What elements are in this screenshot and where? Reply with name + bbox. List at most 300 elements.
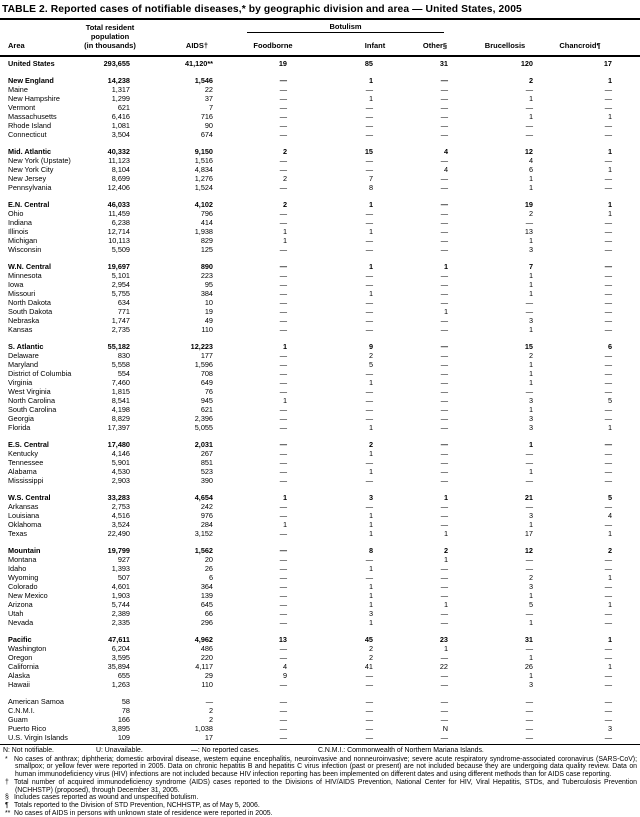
table-row [8, 671, 612, 680]
cell-botulism-foodborne: 1 [282, 342, 287, 351]
cell-botulism-other: 22 [439, 662, 448, 671]
cell-chancroid: — [604, 502, 612, 511]
cell-botulism-infant: — [365, 121, 373, 130]
cell-botulism-infant: — [365, 414, 373, 423]
cell-chancroid: — [604, 307, 612, 316]
cell-chancroid: 1 [607, 147, 612, 156]
footnote-marker: * [5, 755, 8, 763]
table-row [8, 520, 612, 529]
cell-brucellosis: — [525, 609, 533, 618]
cell-botulism-infant: 9 [368, 342, 373, 351]
cell-botulism-infant: 1 [368, 423, 373, 432]
cell-population: 6,416 [111, 112, 130, 121]
cell-aids: 1,524 [194, 183, 213, 192]
cell-population: 5,509 [111, 245, 130, 254]
cell-botulism-infant: — [365, 476, 373, 485]
cell-botulism-infant: — [365, 218, 373, 227]
cell-botulism-infant: 8 [368, 183, 373, 192]
cell-botulism-infant: — [365, 680, 373, 689]
cell-population: 2,389 [111, 609, 130, 618]
cell-botulism-foodborne: — [279, 85, 287, 94]
population-header-line3: (in thousands) [84, 41, 136, 50]
population-header-line1: Total resident [85, 23, 135, 32]
cell-aids: 1,546 [194, 76, 213, 85]
cell-botulism-other: — [440, 280, 448, 289]
cell-botulism-other: — [440, 715, 448, 724]
cell-botulism-infant: 1 [368, 449, 373, 458]
table-row [8, 289, 612, 298]
cell-chancroid: — [604, 644, 612, 653]
cell-brucellosis: — [525, 103, 533, 112]
cell-botulism-foodborne: — [279, 733, 287, 742]
cell-brucellosis: 1 [528, 467, 533, 476]
cell-area: District of Columbia [8, 369, 72, 378]
cell-botulism-other: — [440, 467, 448, 476]
cell-area: Alabama [8, 467, 37, 476]
cell-botulism-infant: — [365, 130, 373, 139]
cell-chancroid: — [604, 103, 612, 112]
cell-chancroid: — [604, 121, 612, 130]
table-row [8, 591, 612, 600]
cell-botulism-other: 4 [443, 147, 448, 156]
cell-botulism-infant: — [365, 502, 373, 511]
cell-botulism-infant: 1 [368, 600, 373, 609]
cell-area: Virginia [8, 378, 33, 387]
cell-aids: 621 [200, 405, 213, 414]
cell-brucellosis: — [525, 130, 533, 139]
cell-brucellosis: 1 [528, 325, 533, 334]
cell-botulism-foodborne: — [279, 502, 287, 511]
cell-area: Kansas [8, 325, 33, 334]
cell-population: 4,601 [111, 582, 130, 591]
cell-botulism-foodborne: 19 [278, 59, 287, 68]
cell-aids: 2,396 [194, 414, 213, 423]
cell-chancroid: — [604, 387, 612, 396]
population-header-line2: population [90, 32, 130, 41]
cell-botulism-infant: 1 [368, 591, 373, 600]
cell-brucellosis: 1 [528, 174, 533, 183]
cell-botulism-foodborne: — [279, 582, 287, 591]
cell-population: 12,406 [107, 183, 130, 192]
cell-botulism-infant: — [365, 165, 373, 174]
cell-brucellosis: 5 [528, 600, 533, 609]
table-row [8, 192, 612, 209]
cell-population: 22,490 [107, 529, 130, 538]
cell-aids: 7 [208, 103, 213, 112]
cell-aids: 829 [200, 236, 213, 245]
cell-area: Mississippi [8, 476, 44, 485]
cell-botulism-other: 1 [443, 529, 448, 538]
cell-botulism-foodborne: — [279, 414, 287, 423]
cell-area: Illinois [8, 227, 29, 236]
cell-chancroid: — [604, 591, 612, 600]
cell-botulism-other: — [440, 458, 448, 467]
cell-population: 8,104 [111, 165, 130, 174]
table-row [8, 414, 612, 423]
cell-area: Pacific [8, 635, 32, 644]
cell-population: 109 [117, 733, 130, 742]
table-row [8, 307, 612, 316]
cell-botulism-foodborne: — [279, 618, 287, 627]
cell-brucellosis: 2 [528, 351, 533, 360]
cell-chancroid: 6 [607, 342, 612, 351]
cell-area: Georgia [8, 414, 34, 423]
cell-botulism-infant: 1 [368, 618, 373, 627]
cell-chancroid: — [604, 298, 612, 307]
table-row [8, 680, 612, 689]
cell-botulism-infant: — [365, 733, 373, 742]
cell-botulism-infant: 2 [368, 644, 373, 653]
cell-population: 1,393 [111, 564, 130, 573]
cell-botulism-infant: 8 [368, 546, 373, 555]
cell-brucellosis: — [525, 298, 533, 307]
cell-botulism-infant: 15 [364, 147, 373, 156]
cell-botulism-other: — [440, 342, 448, 351]
cell-chancroid: 1 [607, 662, 612, 671]
table-row [8, 156, 612, 165]
cell-aids: 22 [204, 85, 213, 94]
cell-aids: 2 [208, 715, 213, 724]
cell-aids: 708 [200, 369, 213, 378]
table-row [8, 564, 612, 573]
table-row [8, 209, 612, 218]
table-row [8, 130, 612, 139]
col-header-other: Other§ [422, 41, 448, 50]
cell-botulism-infant: — [365, 387, 373, 396]
cell-chancroid: — [604, 564, 612, 573]
cell-botulism-other: — [440, 85, 448, 94]
cell-area: New England [8, 76, 54, 85]
cell-botulism-infant: — [365, 112, 373, 121]
cell-botulism-foodborne: — [279, 245, 287, 254]
cell-chancroid: — [604, 85, 612, 94]
cell-botulism-other: — [440, 609, 448, 618]
cell-aids: 267 [200, 449, 213, 458]
cell-botulism-foodborne: — [279, 165, 287, 174]
cell-population: 621 [117, 103, 130, 112]
cell-population: 1,263 [111, 680, 130, 689]
cell-brucellosis: 1 [528, 520, 533, 529]
footnote: * No cases of anthrax; diphtheria; domestic arboviral disease, western equine encephalitis, neuroinvasive and nonneuroinvasive; severe acute respiratory syndrome-associated coronavirus (SARS-CoV); smallpox; or yellow fever were reported in 2005. Data on chronic hepatitis B and hepatitis C virus infection (past or present) are not included because they are undergoing data quality review. Data on human immunodeficiency virus (HIV) infections are not included because HIV infection reporting has been implemented on different dates and using different methods than for AIDS case reporting. [5, 755, 637, 779]
cell-botulism-other: — [440, 653, 448, 662]
cell-botulism-infant: 45 [364, 635, 373, 644]
col-header-brucellosis: Brucellosis [484, 41, 526, 50]
cell-area: New York City [8, 165, 54, 174]
cell-botulism-other: — [440, 511, 448, 520]
cell-aids: 390 [200, 476, 213, 485]
cell-aids: 139 [200, 591, 213, 600]
cell-botulism-foodborne: — [279, 546, 287, 555]
cell-chancroid: 1 [607, 529, 612, 538]
cell-area: Missouri [8, 289, 36, 298]
cell-chancroid: — [604, 414, 612, 423]
table-row [8, 174, 612, 183]
cell-brucellosis: 1 [528, 671, 533, 680]
cell-population: 1,747 [111, 316, 130, 325]
cell-area: North Dakota [8, 298, 51, 307]
cell-area: American Samoa [8, 697, 64, 706]
cell-brucellosis: — [525, 476, 533, 485]
cell-botulism-infant: — [365, 724, 373, 733]
cell-population: 4,516 [111, 511, 130, 520]
col-header-area: Area [8, 41, 25, 50]
cell-brucellosis: 3 [528, 423, 533, 432]
cell-botulism-infant: — [365, 271, 373, 280]
cell-botulism-infant: 2 [368, 440, 373, 449]
table-row [8, 689, 612, 706]
cell-botulism-foodborne: — [279, 715, 287, 724]
cell-brucellosis: 17 [524, 529, 533, 538]
cell-brucellosis: 3 [528, 680, 533, 689]
cell-population: 293,655 [103, 59, 130, 68]
cell-botulism-other: — [440, 680, 448, 689]
cell-botulism-other: — [440, 227, 448, 236]
cell-aids: 110 [201, 325, 213, 334]
cell-botulism-foodborne: 9 [282, 671, 287, 680]
cell-chancroid: — [604, 609, 612, 618]
cell-population: 47,611 [108, 635, 130, 644]
cell-botulism-foodborne: — [279, 298, 287, 307]
cell-botulism-foodborne: — [279, 458, 287, 467]
table-row [8, 733, 612, 742]
table-row [8, 423, 612, 432]
cell-brucellosis: 26 [524, 662, 533, 671]
cell-chancroid: — [604, 706, 612, 715]
cell-botulism-infant: 41 [364, 662, 373, 671]
cell-aids: 945 [200, 396, 213, 405]
cell-population: 2,903 [111, 476, 130, 485]
cell-botulism-foodborne: — [279, 609, 287, 618]
cell-botulism-infant: — [365, 671, 373, 680]
cell-botulism-foodborne: — [279, 653, 287, 662]
cell-population: 771 [117, 307, 130, 316]
cell-botulism-foodborne: 1 [282, 227, 287, 236]
cell-population: 35,894 [107, 662, 130, 671]
cell-botulism-infant: 3 [368, 609, 373, 618]
cell-brucellosis: 2 [528, 573, 533, 582]
cell-brucellosis: 1 [528, 183, 533, 192]
cell-aids: 20 [204, 555, 213, 564]
cell-botulism-other: — [440, 520, 448, 529]
cell-population: 830 [117, 351, 130, 360]
cell-botulism-foodborne: — [279, 440, 287, 449]
cell-aids: 49 [204, 316, 213, 325]
table-row [8, 724, 612, 733]
table-row [8, 555, 612, 564]
cell-aids: 17 [204, 733, 213, 742]
cell-botulism-foodborne: — [279, 706, 287, 715]
cell-botulism-infant: 1 [368, 520, 373, 529]
cell-area: South Dakota [8, 307, 53, 316]
header-rule [0, 55, 640, 57]
cell-chancroid: 1 [607, 423, 612, 432]
cell-botulism-infant: — [365, 85, 373, 94]
cell-chancroid: — [604, 174, 612, 183]
cell-population: 166 [117, 715, 130, 724]
cell-brucellosis: 2 [528, 209, 533, 218]
cell-botulism-other: — [440, 156, 448, 165]
cell-chancroid: — [604, 325, 612, 334]
cell-brucellosis: 3 [528, 511, 533, 520]
cell-population: 3,524 [111, 520, 130, 529]
cell-aids: 296 [200, 618, 213, 627]
footnote: ¶ Totals reported to the Division of STD Prevention, NCHHSTP, as of May 5, 2006. [5, 801, 260, 809]
cell-area: C.N.M.I. [8, 706, 35, 715]
cell-population: 4,530 [111, 467, 130, 476]
cell-botulism-infant: — [365, 458, 373, 467]
cell-area: Michigan [8, 236, 38, 245]
table-row [8, 715, 612, 724]
cell-brucellosis: 1 [528, 289, 533, 298]
cell-area: Idaho [8, 564, 27, 573]
cell-area: Alaska [8, 671, 30, 680]
cell-aids: 3,152 [194, 529, 213, 538]
table-row [8, 467, 612, 476]
cell-area: Hawaii [8, 680, 30, 689]
cell-botulism-infant: 2 [368, 351, 373, 360]
cell-brucellosis: 3 [528, 396, 533, 405]
cell-population: 2,335 [111, 618, 130, 627]
cell-aids: 486 [200, 644, 213, 653]
col-header-foodborne: Foodborne [253, 41, 293, 50]
cell-brucellosis: 12 [524, 546, 533, 555]
table-row [8, 112, 612, 121]
cell-botulism-other: — [440, 112, 448, 121]
cell-population: 1,299 [111, 94, 130, 103]
cell-area: Puerto Rico [8, 724, 47, 733]
cell-chancroid: — [604, 218, 612, 227]
table-row [8, 183, 612, 192]
legend-item: U: Unavailable. [96, 747, 143, 754]
cell-chancroid: — [604, 245, 612, 254]
table-row [8, 538, 612, 555]
table-row [8, 609, 612, 618]
cell-brucellosis: — [525, 387, 533, 396]
cell-botulism-foodborne: 1 [282, 493, 287, 502]
cell-aids: 177 [200, 351, 213, 360]
table-row [8, 582, 612, 591]
cell-area: Oregon [8, 653, 33, 662]
table-row [8, 94, 612, 103]
cell-botulism-foodborne: — [279, 351, 287, 360]
cell-chancroid: — [604, 156, 612, 165]
cell-botulism-infant: 1 [368, 378, 373, 387]
cell-botulism-other: — [440, 476, 448, 485]
cell-botulism-other: — [440, 316, 448, 325]
cell-brucellosis: 1 [528, 94, 533, 103]
cell-population: 4,198 [111, 405, 130, 414]
cell-aids: 649 [200, 378, 213, 387]
table-row [8, 121, 612, 130]
footnote-marker: ** [5, 809, 11, 817]
cell-chancroid: 1 [607, 635, 612, 644]
cell-brucellosis: — [525, 502, 533, 511]
cell-area: Washington [8, 644, 47, 653]
cell-population: 3,895 [111, 724, 130, 733]
cell-botulism-infant: 1 [368, 227, 373, 236]
cell-area: Arkansas [8, 502, 39, 511]
cell-population: 1,317 [111, 85, 130, 94]
cell-population: 40,332 [107, 147, 130, 156]
table-row [8, 485, 612, 502]
cell-brucellosis: — [525, 724, 533, 733]
cell-chancroid: 5 [607, 493, 612, 502]
table-header [0, 20, 640, 52]
cell-aids: 851 [200, 458, 213, 467]
table-row [8, 369, 612, 378]
cell-chancroid: 2 [607, 546, 612, 555]
cell-brucellosis: 3 [528, 245, 533, 254]
cell-botulism-other: — [440, 387, 448, 396]
cell-chancroid: — [604, 369, 612, 378]
cell-aids: 29 [204, 671, 213, 680]
cell-botulism-foodborne: — [279, 325, 287, 334]
cell-population: 927 [117, 555, 130, 564]
cell-aids: 19 [204, 307, 213, 316]
cell-aids: 4,834 [194, 165, 213, 174]
cell-botulism-foodborne: — [279, 94, 287, 103]
cell-botulism-infant: — [365, 325, 373, 334]
cell-population: 634 [117, 298, 130, 307]
cell-botulism-foodborne: — [279, 280, 287, 289]
cell-area: Nebraska [8, 316, 40, 325]
cell-botulism-other: — [440, 564, 448, 573]
cell-chancroid: — [604, 94, 612, 103]
cell-area: W.S. Central [8, 493, 51, 502]
cell-brucellosis: 1 [528, 112, 533, 121]
cell-botulism-infant: — [365, 715, 373, 724]
cell-botulism-infant: — [365, 298, 373, 307]
cell-botulism-foodborne: 2 [282, 174, 287, 183]
cell-aids: 95 [204, 280, 213, 289]
cell-chancroid: — [604, 262, 612, 271]
cell-botulism-foodborne: 1 [282, 236, 287, 245]
cell-botulism-foodborne: — [279, 183, 287, 192]
cell-brucellosis: 1 [528, 369, 533, 378]
cell-botulism-foodborne: — [279, 289, 287, 298]
cell-botulism-infant: — [365, 245, 373, 254]
cell-brucellosis: 1 [528, 236, 533, 245]
cell-aids: 1,516 [194, 156, 213, 165]
cell-chancroid: 1 [607, 165, 612, 174]
cell-brucellosis: — [525, 555, 533, 564]
cell-botulism-foodborne: — [279, 76, 287, 85]
cell-aids: 1,562 [194, 546, 213, 555]
col-header-aids: AIDS† [185, 41, 208, 50]
cell-botulism-other: — [440, 582, 448, 591]
cell-botulism-infant: — [365, 706, 373, 715]
cell-botulism-infant: — [365, 573, 373, 582]
cell-botulism-other: — [440, 440, 448, 449]
cell-brucellosis: 1 [528, 618, 533, 627]
cell-area: Maryland [8, 360, 39, 369]
cell-botulism-other: — [440, 94, 448, 103]
cell-aids: 37 [204, 94, 213, 103]
cell-botulism-foodborne: 1 [282, 396, 287, 405]
cell-area: U.S. Virgin Islands [8, 733, 68, 742]
cell-aids: 4,117 [195, 662, 213, 671]
cell-aids: 414 [200, 218, 213, 227]
cell-aids: 76 [204, 387, 213, 396]
cell-area: Louisiana [8, 511, 40, 520]
cell-botulism-other: N [442, 724, 448, 733]
footnote-marker: † [5, 778, 9, 786]
cell-brucellosis: 1 [528, 591, 533, 600]
cell-brucellosis: 15 [524, 342, 533, 351]
cell-population: 8,829 [111, 414, 130, 423]
cell-chancroid: 1 [607, 600, 612, 609]
cell-area: New Mexico [8, 591, 48, 600]
